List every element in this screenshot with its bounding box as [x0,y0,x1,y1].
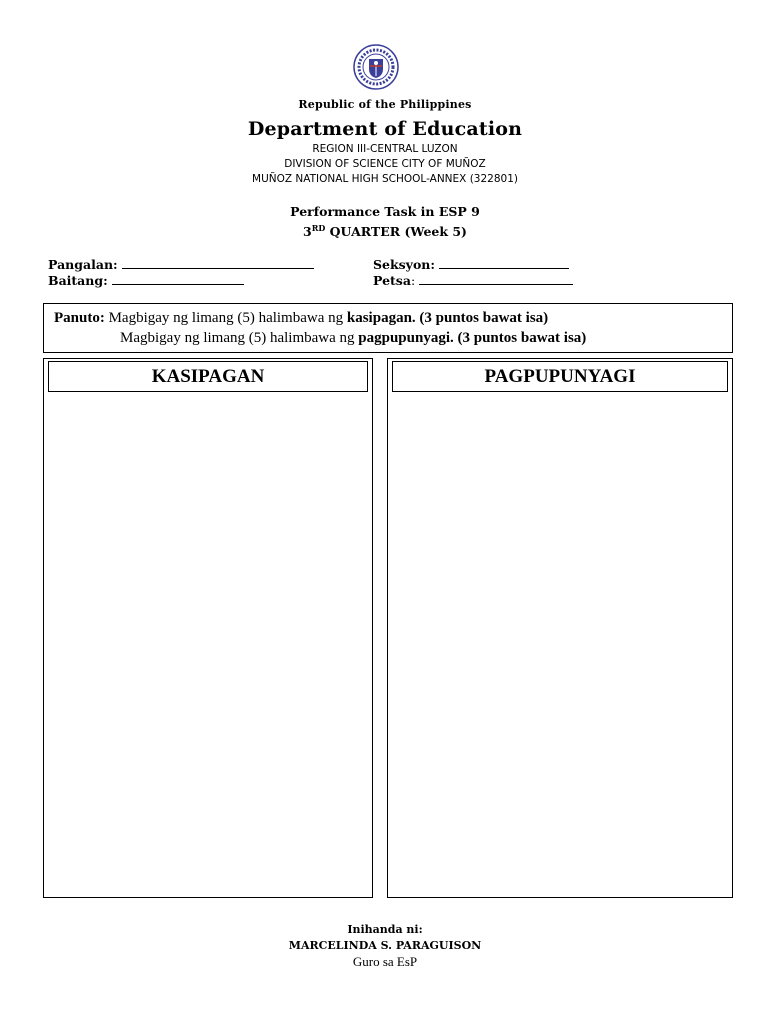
baitang-field[interactable] [48,272,244,288]
instructions-text-1: Magbigay ng limang (5) halimbawa ng [104,310,347,326]
signature-block [0,922,770,970]
school-text: MUÑOZ NATIONAL HIGH SCHOOL-ANNEX (322801) [252,173,518,185]
kasipagan-answer-area[interactable] [43,358,373,898]
pagpupunyagi-answer-area[interactable] [387,358,733,898]
instructions-text-2: Magbigay ng limang (5) halimbawa ng [120,330,359,346]
petsa-line[interactable] [419,272,573,285]
instructions-bold-1: kasipagan. (3 puntos bawat isa) [346,310,549,326]
petsa-colon: : [410,273,416,288]
instructions-line-2 [54,328,732,348]
baitang-line[interactable] [112,272,244,285]
teacher-role: Guro sa EsP [352,954,418,969]
seksyon-line[interactable] [439,256,569,269]
pangalan-field[interactable] [48,256,314,272]
seksyon-field[interactable] [373,256,569,272]
panuto-label: Panuto: [54,310,105,326]
teacher-name: MARCELINDA S. PARAGUISON [288,939,482,952]
quarter-line [0,220,770,240]
pangalan-line[interactable] [122,256,314,269]
quarter-number: 3 [303,224,312,240]
instructions-box [43,303,733,353]
petsa-label: Petsa [373,273,411,288]
division-text: DIVISION OF SCIENCE CITY OF MUÑOZ [284,158,486,170]
seksyon-label: Seksyon: [373,257,435,272]
instructions-bold-2: pagpupunyagi. (3 puntos bawat isa) [358,330,587,346]
task-title: Performance Task in ESP 9 [290,204,480,219]
baitang-label: Baitang: [48,273,108,288]
republic-text: Republic of the Philippines [298,98,472,111]
pangalan-label: Pangalan: [48,257,118,272]
prepared-by-label: Inihanda ni: [347,923,423,936]
region-text: REGION III-CENTRAL LUZON [312,143,458,155]
kasipagan-header: KASIPAGAN [48,361,368,392]
task-heading [0,204,770,240]
quarter-text: QUARTER (Week 5) [325,224,467,240]
quarter-superscript: RD [311,223,326,233]
instructions-line-1 [54,308,732,328]
department-title: Department of Education [247,118,523,140]
petsa-field[interactable] [373,272,573,288]
pagpupunyagi-header: PAGPUPUNYAGI [392,361,728,392]
deped-seal-icon [353,44,399,90]
